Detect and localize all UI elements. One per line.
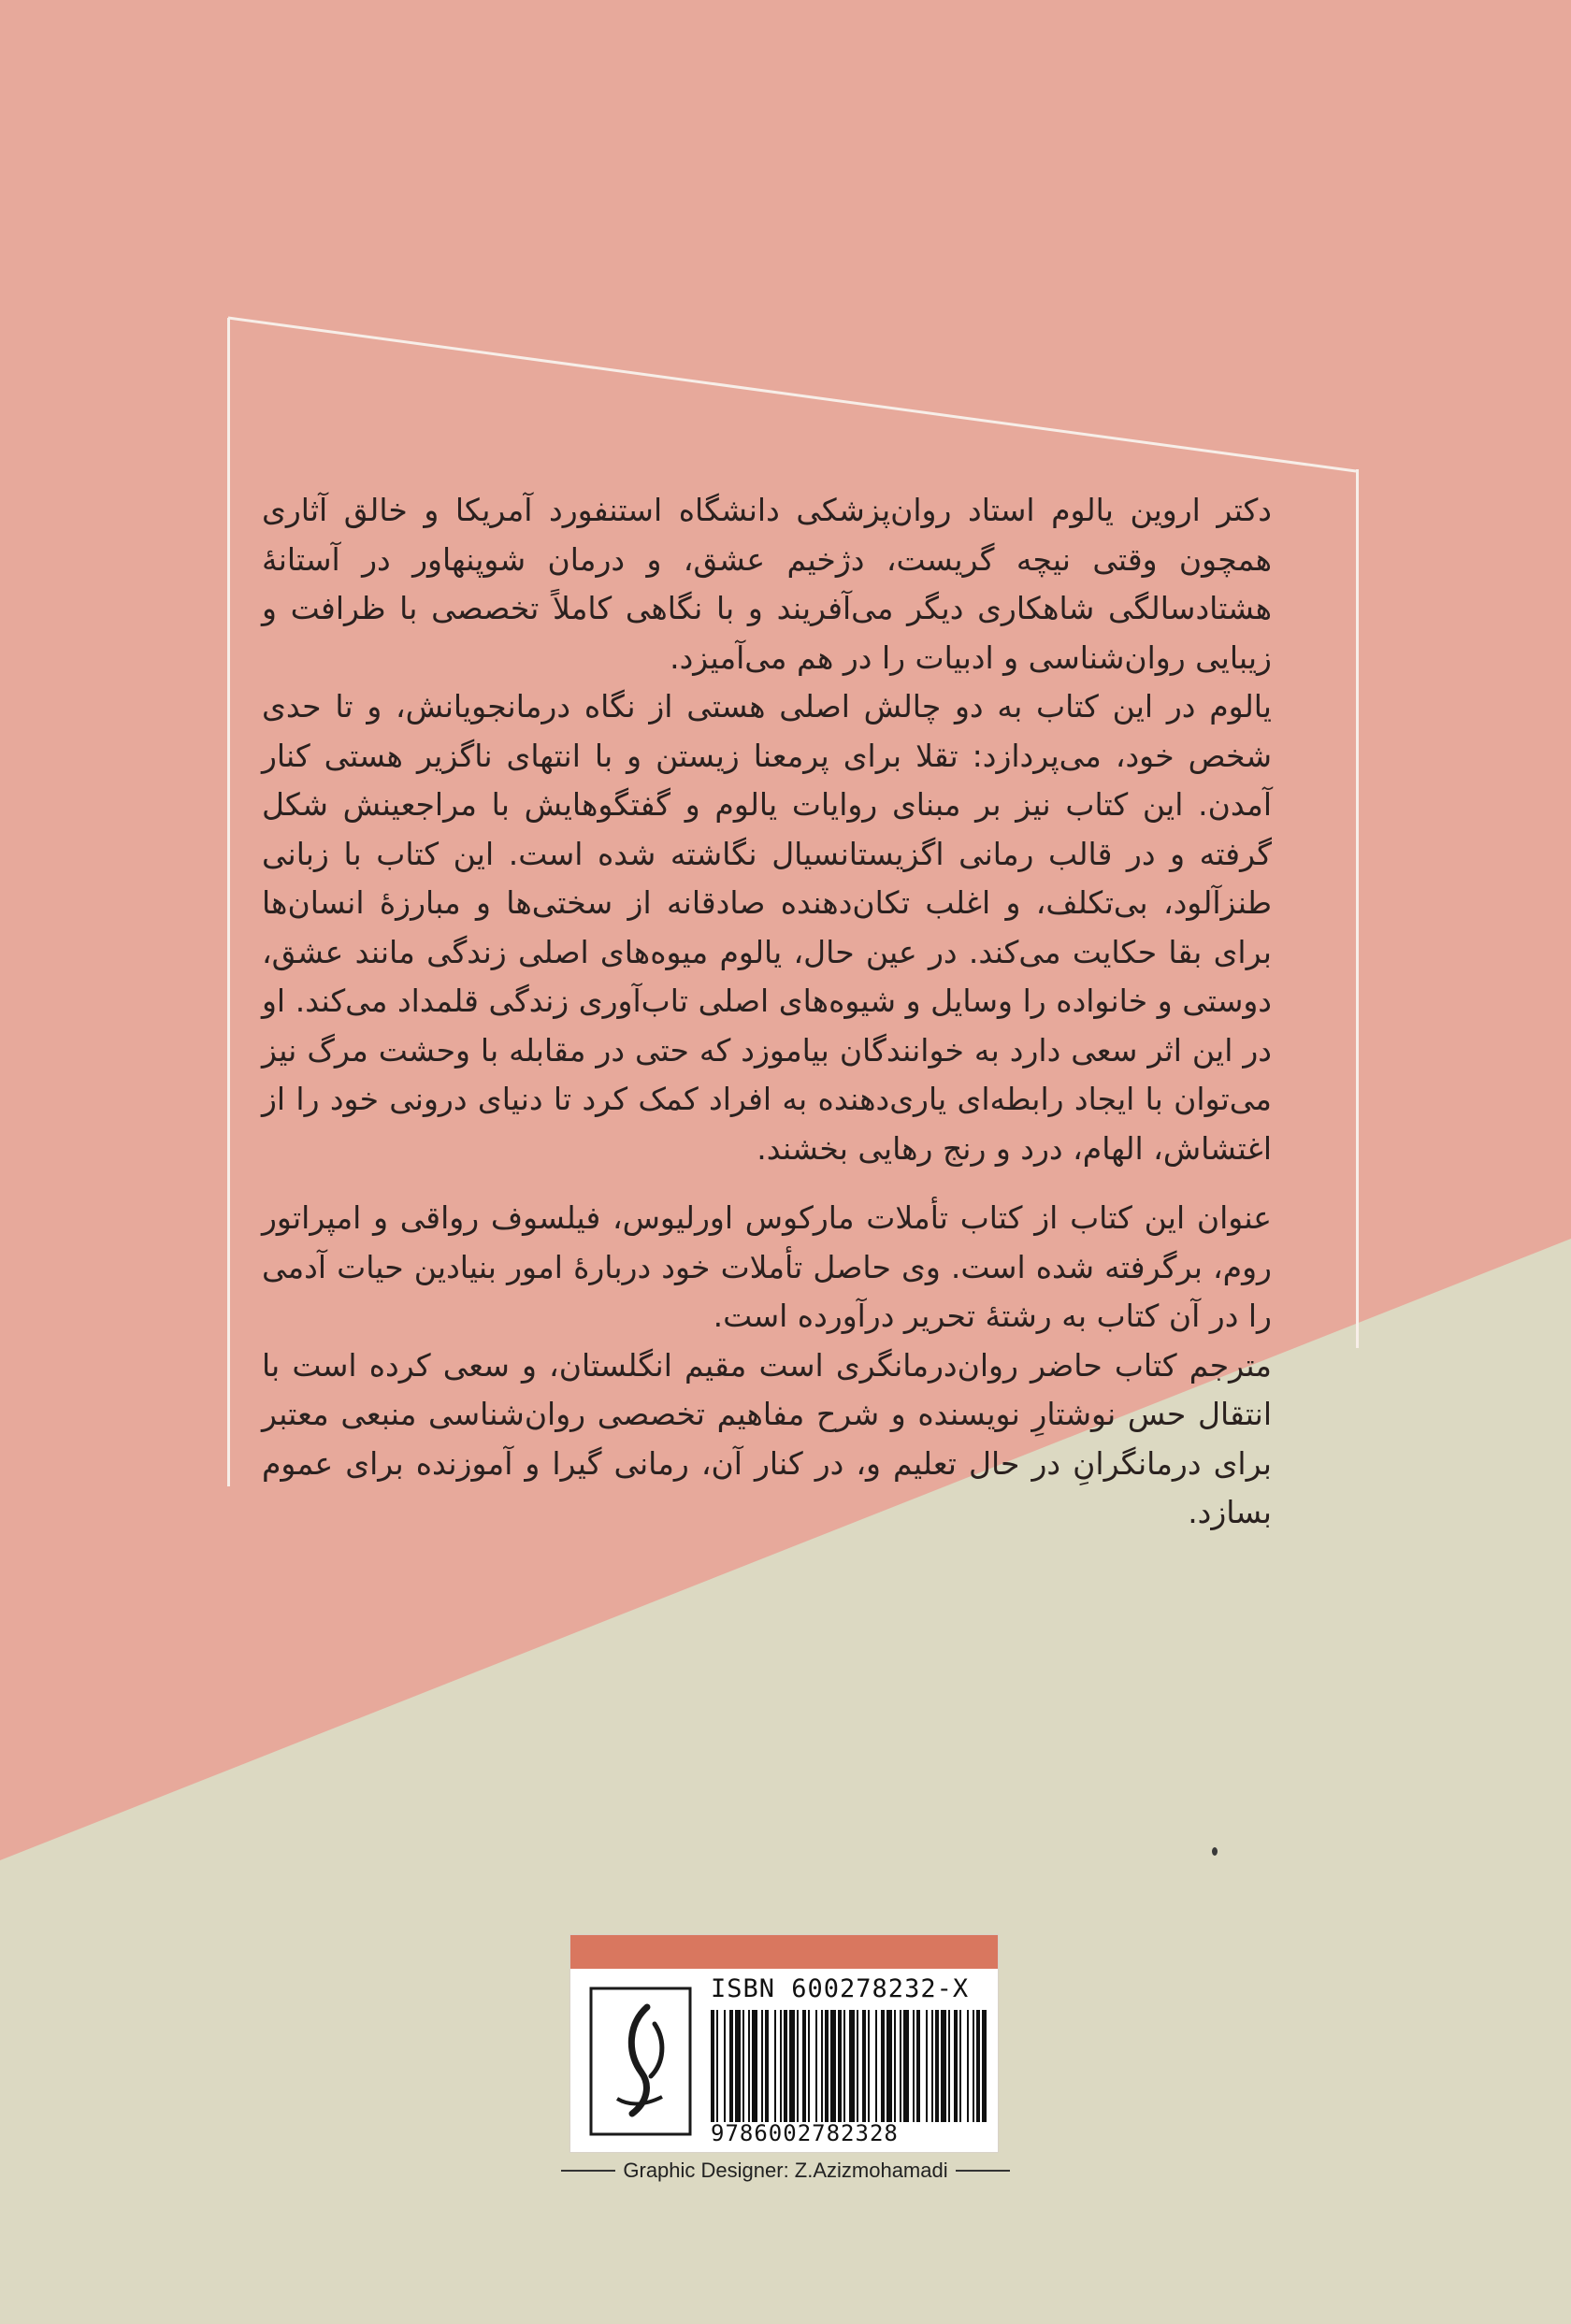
- barcode-bar: [973, 2010, 974, 2122]
- barcode-bar: [765, 2010, 769, 2122]
- barcode-bar: [716, 2010, 718, 2122]
- barcode-bar: [857, 2010, 858, 2122]
- barcode-bar: [862, 2010, 866, 2122]
- barcode-bar: [789, 2010, 795, 2122]
- barcode-bar: [900, 2010, 901, 2122]
- barcode-bar: [838, 2010, 842, 2122]
- designer-credit: [561, 2157, 1010, 2185]
- barcode-bar: [761, 2010, 763, 2122]
- barcode-bar: [982, 2010, 987, 2122]
- publisher-logo-icon: [589, 1987, 692, 2136]
- frame-line-right: [1356, 469, 1359, 1348]
- barcode-bar: [967, 2010, 969, 2122]
- isbn-label: ISBN 600278232-X: [711, 1974, 970, 2003]
- credit-rule-right: [956, 2170, 1010, 2172]
- barcode-bar: [903, 2010, 909, 2122]
- frame-line-top: [227, 318, 230, 1486]
- barcode-bar: [815, 2010, 817, 2122]
- barcode-bar: [780, 2010, 782, 2122]
- barcode-bar: [825, 2010, 829, 2122]
- barcode-bar: [875, 2010, 877, 2122]
- barcode-bar: [784, 2010, 787, 2122]
- barcode-bar: [821, 2010, 823, 2122]
- barcode-bar: [802, 2010, 806, 2122]
- barcode-bar: [954, 2010, 958, 2122]
- barcode-bar: [849, 2010, 855, 2122]
- barcode-bar: [830, 2010, 836, 2122]
- barcode-bar: [935, 2010, 939, 2122]
- designer-credit-text: Graphic Designer: Z.Azizmohamadi: [623, 2159, 948, 2182]
- barcode-bar: [729, 2010, 733, 2122]
- barcode-bar: [797, 2010, 799, 2122]
- back-cover-text: [262, 486, 1272, 1538]
- barcode-bar: [752, 2010, 757, 2122]
- barcode-bar: [948, 2010, 950, 2122]
- barcode-bar: [931, 2010, 933, 2122]
- barcode-bar: [711, 2010, 714, 2122]
- barcode-color-band: [570, 1935, 998, 1969]
- paragraph-translator: مترجم کتاب حاضر روان‌درمانگری است مقیم انگلستان، و سعی کرده است با انتقال حس نوشتارِ نویسنده و شرح مفاهیم تخصصی روان‌شناسی منبعی معتبر برای درمانگرانِ در حال تعلیم و، در کنار آن، رمانی گیرا و آموزنده برای عموم بسازد.: [262, 1346, 1272, 1530]
- barcode-bar: [894, 2010, 896, 2122]
- barcode-bar: [886, 2010, 892, 2122]
- barcode-bars: [711, 2010, 987, 2122]
- barcode-bar: [913, 2010, 915, 2122]
- paragraph-author-intro: دکتر اروین یالوم استاد روان‌پزشکی دانشگاه استنفورد آمریکا و خالق آثاری همچون وقتی نیچه گریست، دژخیم عشق، و درمان شوپنهاور در آستانهٔ هشتادسالگی شاهکاری دیگر می‌آفریند و با نگاهی کاملاً تخصصی با ظرافت و زیبایی روان‌شناسی و ادبیات را در هم می‌آمیزد.: [262, 492, 1272, 676]
- barcode-bar: [916, 2010, 920, 2122]
- barcode-box: [570, 1935, 998, 2152]
- barcode-bar: [926, 2010, 928, 2122]
- barcode-bar: [959, 2010, 961, 2122]
- credit-rule-left: [561, 2170, 615, 2172]
- barcode-bar: [742, 2010, 744, 2122]
- barcode-bar: [808, 2010, 810, 2122]
- barcode-digits: 9786002782328: [711, 2120, 899, 2146]
- barcode-bar: [748, 2010, 750, 2122]
- barcode-bar: [724, 2010, 726, 2122]
- barcode-bar: [868, 2010, 870, 2122]
- barcode-bar: [774, 2010, 776, 2122]
- barcode-bar: [735, 2010, 741, 2122]
- barcode-bar: [976, 2010, 980, 2122]
- paragraph-book-summary: یالوم در این کتاب به دو چالش اصلی هستی از نگاه درمانجویانش، و تا حدی شخص خود، می‌پردازد: تقلا برای پرمعنا زیستن و با انتهای ناگزیر هستی کنار آمدن. این کتاب نیز بر مبنای روایات یالوم و گفتگوهایش با مراجعینش شکل گرفته و در قالب رمانی اگزیستانسیال نگاشته شده است. این کتاب با زبانی طنزآلود، بی‌تکلف، و اغلب تکان‌دهنده صادقانه از سختی‌ها و مبارزهٔ انسان‌ها برای بقا حکایت می‌کند. در عین حال، یالوم میوه‌های اصلی زندگی مانند عشق، دوستی و خانواده را وسایل و شیوه‌های اصلی تاب‌آوری زندگی قلمداد می‌کند. او در این اثر سعی دارد به خوانندگان بیاموزد که حتی در مقابله با وحشت مرگ نیز می‌توان با ایجاد رابطه‌ای یاری‌دهنده به افراد کمک کرد تا دنیای درونی خود را از اغتشاش، الهام، درد و رنج رهایی بخشند.: [262, 688, 1272, 1167]
- paragraph-title-origin: عنوان این کتاب از کتاب تأملات مارکوس اورلیوس، فیلسوف رواقی و امپراتور روم، برگرفته شده است. وی حاصل تأملات خود دربارهٔ امور بنیادین حیات آدمی را در آن کتاب به رشتهٔ تحریر درآورده است.: [262, 1199, 1272, 1334]
- barcode-bar: [881, 2010, 885, 2122]
- ink-speck: [1212, 1847, 1218, 1856]
- barcode-bar: [843, 2010, 845, 2122]
- frame-line-diagonal: [227, 316, 1359, 475]
- barcode-bar: [941, 2010, 946, 2122]
